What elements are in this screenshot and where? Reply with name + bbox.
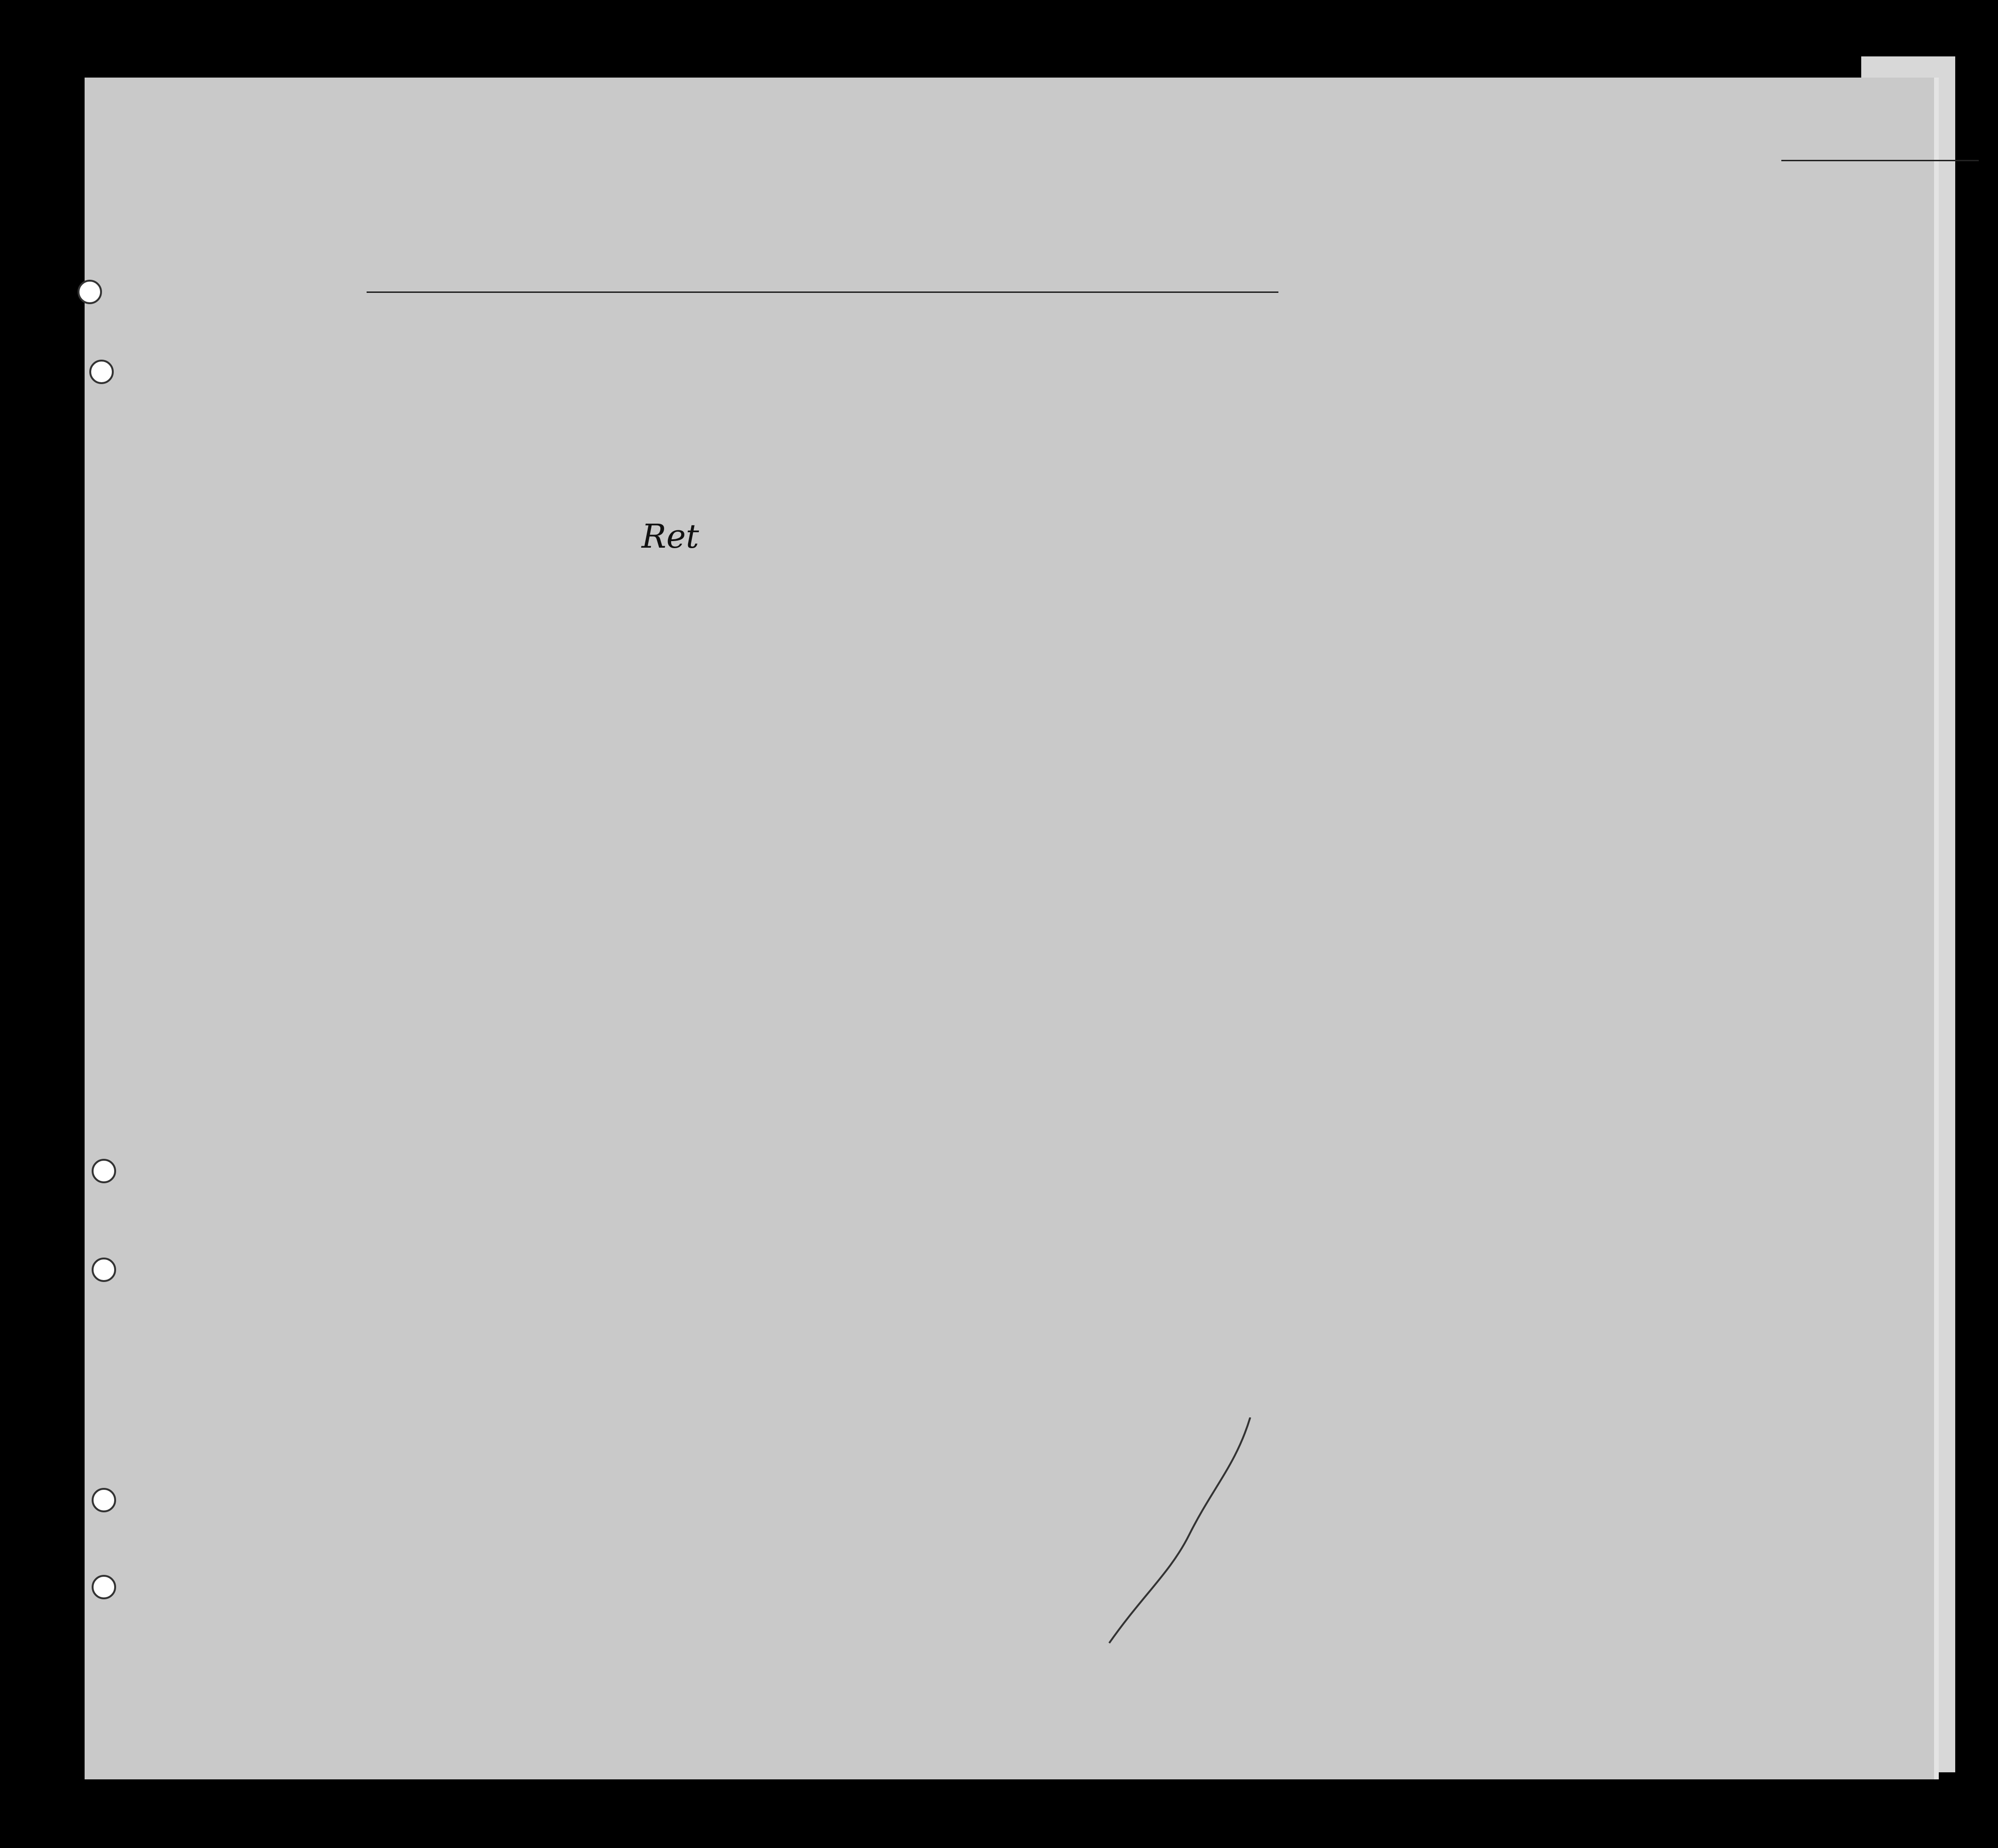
manifest-sheet bbox=[85, 78, 1939, 1779]
binder-hole bbox=[92, 1488, 116, 1512]
binder-hole bbox=[92, 1258, 116, 1282]
handwritten-slash bbox=[1095, 1417, 1283, 1652]
binder-hole bbox=[78, 280, 102, 304]
binder-hole bbox=[92, 1159, 116, 1183]
binder-hole bbox=[89, 360, 114, 384]
binder-hole bbox=[92, 1575, 116, 1599]
handwritten-ret: Ret bbox=[642, 517, 699, 556]
table-grid bbox=[85, 78, 1934, 1779]
